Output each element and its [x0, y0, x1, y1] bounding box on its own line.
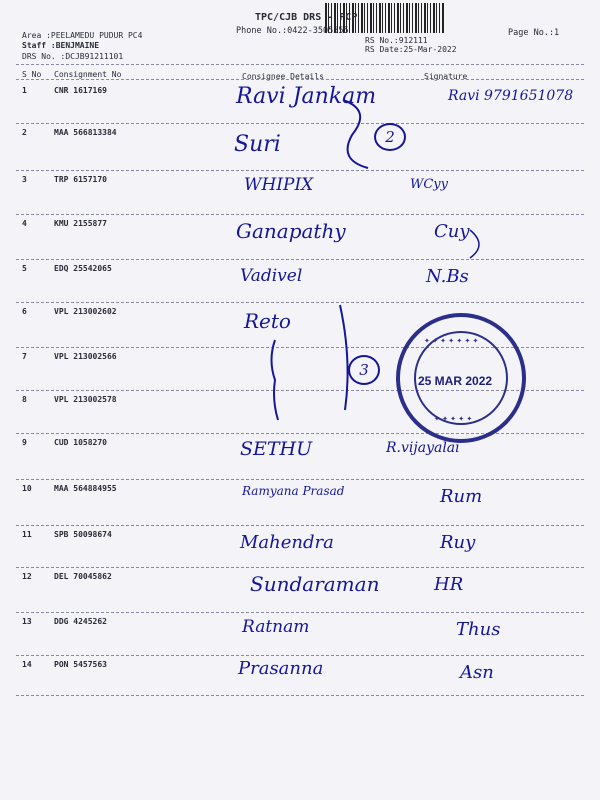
- row-signature: Rum: [440, 486, 483, 507]
- rs-date: RS Date:25-Mar-2022: [365, 45, 457, 54]
- stamp-bottom-text: ✦ ✦ ✦ ✦ ✦: [434, 415, 473, 423]
- row-consignee-handwriting: Ravi Jankam: [236, 84, 377, 109]
- row-sno: 10: [22, 484, 32, 493]
- row-signature: HR: [434, 574, 464, 595]
- row-consignment: MAA 564884955: [54, 484, 117, 493]
- row-consignment: VPL 213002566: [54, 352, 117, 361]
- drs-number: DRS No. :DCJB91211101: [22, 52, 124, 61]
- row-sno: 14: [22, 660, 32, 669]
- row-signature: R.vijayalai: [386, 440, 460, 456]
- row-sno: 3: [22, 175, 27, 184]
- circled-number: 3: [348, 355, 380, 385]
- row-consignee-handwriting: Suri: [234, 132, 281, 157]
- staff-label: Staff :BENJMAINE: [22, 41, 100, 50]
- row-consignment: DEL 70045862: [54, 572, 112, 581]
- row-sno: 5: [22, 264, 27, 273]
- row-sno: 13: [22, 617, 32, 626]
- row-consignment: VPL 213002602: [54, 307, 117, 316]
- row-consignment: MAA 566813384: [54, 128, 117, 137]
- col-sno: S No: [22, 70, 42, 79]
- circled-number: 2: [374, 123, 406, 151]
- row-consignment: CUD 1058270: [54, 438, 107, 447]
- row-signature: N.Bs: [426, 266, 469, 287]
- row-consignee-handwriting: Mahendra: [240, 532, 334, 553]
- row-consignee-handwriting: Vadivel: [240, 266, 303, 286]
- row-sno: 4: [22, 219, 27, 228]
- row-signature: Thus: [456, 619, 501, 640]
- stamp-top-text: ✦ ✦ ✦ ✦ ✦ ✦ ✦: [424, 337, 479, 345]
- row-signature: Ruy: [440, 532, 476, 553]
- rs-number: RS No.:912111: [365, 36, 428, 45]
- row-consignment: DDG 4245262: [54, 617, 107, 626]
- row-consignment: KMU 2155877: [54, 219, 107, 228]
- row-signature: Ravi 9791651078: [448, 88, 574, 104]
- row-consignee-handwriting: Sundaraman: [250, 572, 380, 596]
- row-consignee-handwriting: Ramyana Prasad: [242, 484, 345, 498]
- stamp-date: 25 MAR 2022: [418, 374, 493, 388]
- row-consignee-handwriting: Ganapathy: [236, 219, 346, 243]
- row-consignee-handwriting: Reto: [244, 309, 291, 333]
- row-consignee-handwriting: Ratnam: [242, 617, 310, 637]
- row-consignment: EDQ 25542065: [54, 264, 112, 273]
- sheet-title: TPC/CJB DRS - PCP: [255, 12, 358, 23]
- row-sno: 9: [22, 438, 27, 447]
- post-office-stamp: [396, 313, 526, 443]
- row-consignee-handwriting: SETHU: [240, 438, 313, 460]
- row-consignment: PON 5457563: [54, 660, 107, 669]
- row-consignee-handwriting: WHIPIX: [244, 175, 314, 195]
- row-sno: 7: [22, 352, 27, 361]
- row-signature: WCyy: [410, 177, 448, 192]
- area-label: Area :PEELAMEDU PUDUR PC4: [22, 31, 143, 40]
- row-sno: 6: [22, 307, 27, 316]
- row-sno: 11: [22, 530, 32, 539]
- page-number: Page No.:1: [508, 28, 560, 38]
- row-sno: 8: [22, 395, 27, 404]
- row-consignment: SPB 50098674: [54, 530, 112, 539]
- row-consignment: VPL 213002578: [54, 395, 117, 404]
- row-sno: 1: [22, 86, 27, 95]
- row-sno: 12: [22, 572, 32, 581]
- row-sno: 2: [22, 128, 27, 137]
- col-consignment: Consignment No: [54, 70, 122, 79]
- col-signature: Signature: [424, 72, 468, 81]
- row-signature: Cuy: [434, 221, 470, 242]
- row-consignment: TRP 6157170: [54, 175, 107, 184]
- col-consignee: Consignee Details: [242, 72, 324, 81]
- row-consignment: CNR 1617169: [54, 86, 107, 95]
- phone-number: Phone No.:0422-3505555: [236, 26, 349, 36]
- row-consignee-handwriting: Prasanna: [238, 658, 324, 679]
- row-signature: Asn: [460, 662, 494, 683]
